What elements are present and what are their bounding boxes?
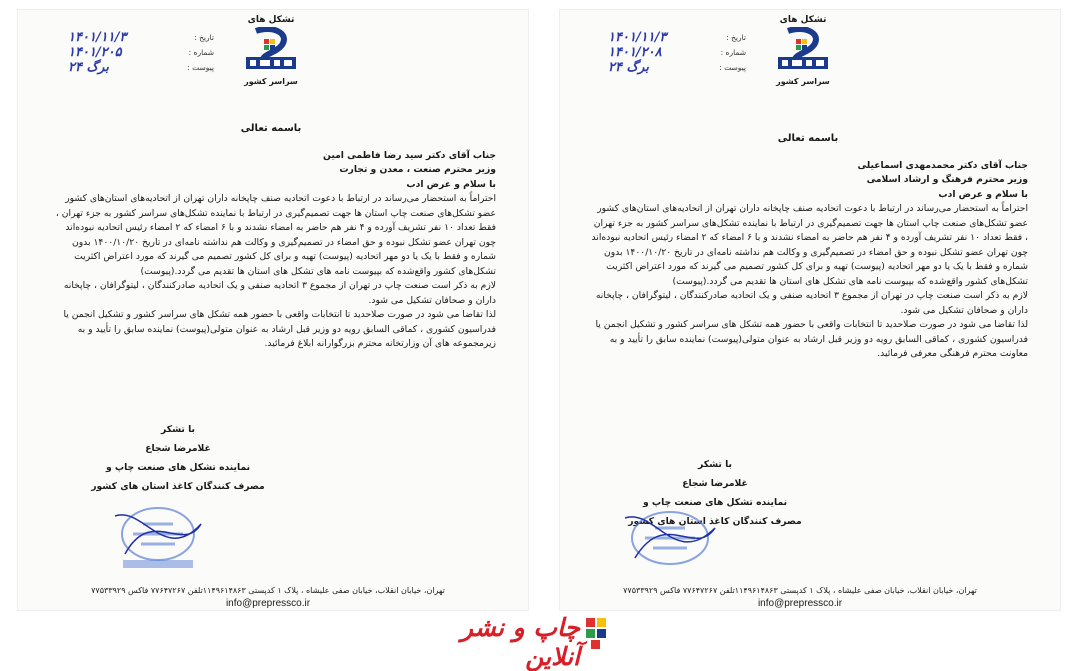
greeting: با سلام و عرض ادب [938, 188, 1028, 200]
closing: با تشکر [698, 459, 732, 470]
signer-name: غلامرضا شجاع [682, 478, 748, 489]
paragraph-1: احتراماً به استحضار می‌رساند در ارتباط با دعوت اتحادیه صنف چاپخانه داران تهران از اتحادیه‌های استان‌های کشور عضو تشکل‌های صنعت چاپ استان ها جهت تصمیم‌گیری در ارتباط با نماینده تشکل‌های سراسر کشور به جزء تهران ، فقط تعداد ۱۰ نفر تشریف آورده و ۴ نفر هم حاضر به امضاء نشدند و با ۶ امضاء که ۲ امضاء رئیس اتحادیه نبوده‌اند چون تهران عضو تشکل نبوده و حق امضاء در تصمیم‌گیری و وکالت هم نداشته نامه‌ای در تاریخ ۱۴۰۰/۱۰/۲۰ بدون شماره و فقط با یک یا دو مهر اتحادیه (پیوست) تهیه و برای کل کشور تصمیم می گیرند که مورد اعتراض اکثریت تشکل‌های کشور واقع‌شده که بپیوست نامه های تشکل های استان ها تقدیم می گردد.(پیوست) [55, 193, 496, 277]
letter-body [46, 122, 496, 352]
paragraph-3: لذا تقاضا می شود در صورت صلاحدید تا انتخابات واقعی با حضور همه تشکل های سراسر کشور و تشکیل انجمن یا فدراسیون کشوری ، کماقی السابق رویه دو وزیر قبل ارشاد به عنوان متولی(پیوست) نماینده سابق را تأیید و به زیرمجموعه های آن وزارتخانه محترم بزرگوارانه ابلاغ فرمائید. [63, 309, 496, 349]
number-label: شماره : [188, 48, 214, 57]
footer-email: info@prepressco.ir [225, 598, 311, 609]
watermark-text: چاپ و نشر آنلاین [460, 613, 580, 671]
logo-sub-text: سراسر کشور [244, 77, 298, 86]
stamp-signature-icon [103, 498, 213, 580]
signer-title-2: مصرف کنندگان کاغذ استان های کشور [628, 516, 802, 527]
basmala: باسمه تعالی [777, 133, 839, 144]
handwritten-date: ۱۴۰۱/۱۱/۳ [608, 30, 667, 45]
recipient-title: وزیر محترم صنعت ، معدن و تجارت [339, 164, 496, 175]
logo-top-text: تشکل های [779, 15, 827, 25]
letter-footer [600, 584, 1000, 610]
footer-address: تهران، خیابان انقلاب، خیابان صفی علیشاه ، پلاک ۱ کدپستی ۱۱۴۹۶۱۴۸۶۳تلفن ۷۷۶۴۷۲۶۷ فاکس ۷۷۵۳۳۹۲۹ [91, 586, 445, 595]
number-label: شماره : [720, 48, 746, 57]
handwritten-meta [68, 30, 148, 75]
paragraph-1: احتراماً به استحضار می‌رساند در ارتباط با دعوت اتحادیه صنف چاپخانه داران تهران از اتحادیه‌های استان‌های کشور عضو تشکل‌های صنعت چاپ استان ها جهت تصمیم‌گیری در ارتباط با نماینده تشکل‌های سراسر کشور به جزء تهران ، فقط تعداد ۱۰ نفر تشریف آورده و ۴ نفر هم حاضر به امضاء نشدند و با ۶ امضاء که ۲ امضاء رئیس اتحادیه نبوده‌اند چون تهران عضو تشکل نبوده و حق امضاء در تصمیم‌گیری و وکالت هم نداشته نامه‌ای در تاریخ ۱۴۰۰/۱۰/۲۰ بدون شماره و فقط با یک یا دو مهر اتحادیه (پیوست) تهیه و برای کل کشور تصمیم می گیرند که مورد اعتراض اکثریت تشکل‌های کشور واقع‌شده که بپیوست نامه های تشکل های استان ها تقدیم می گردد.(پیوست) [591, 203, 1028, 287]
letter-body [588, 132, 1028, 362]
paragraph-2: لازم به ذکر است صنعت چاپ در تهران از مجموع ۳ اتحادیه صنفی و یک اتحادیه صادرکنندگان ، لیتوگرافان ، چاپخانه داران و صحافان تشکیل می شود. [595, 290, 1028, 316]
publisher-watermark [458, 610, 608, 671]
basmala: باسمه تعالی [240, 123, 302, 134]
recipient-title: وزیر محترم فرهنگ و ارشاد اسلامی [866, 174, 1028, 185]
letter-to-industry-minister [18, 10, 528, 610]
attachment-label: پیوست : [719, 63, 746, 72]
logo-sub-text: سراسر کشور [776, 77, 830, 86]
logo-top-text: تشکل های [247, 15, 295, 25]
signer-title-1: نماینده تشکل های صنعت چاپ و [105, 462, 251, 473]
closing: با تشکر [161, 424, 195, 435]
organization-logo [758, 15, 848, 86]
signer-name: غلامرضا شجاع [145, 443, 211, 454]
paragraph-3: لذا تقاضا می شود در صورت صلاحدید تا انتخابات واقعی با حضور همه تشکل های سراسر کشور و تشکیل انجمن یا فدراسیون کشوری ، کماقی السابق رویه دو وزیر قبل ارشاد به عنوان متولی(پیوست) نماینده سابق را تأیید و به معاونت محترم فرهنگی معرفی فرمائید. [595, 319, 1028, 359]
handwritten-number: ۱۴۰۱/۲۰۸ [608, 45, 662, 60]
organization-logo [226, 15, 316, 86]
footer-address: تهران، خیابان انقلاب، خیابان صفی علیشاه ، پلاک ۱ کدپستی ۱۱۴۹۶۱۴۸۶۳تلفن ۷۷۶۴۷۲۶۷ فاکس ۷۷۵۳۳۹۲۹ [623, 586, 977, 595]
letter-to-culture-minister [560, 10, 1060, 610]
handwritten-attachment: ۲۴ برگ [608, 60, 649, 75]
signer-title-1: نماینده تشکل های صنعت چاپ و [642, 497, 788, 508]
handwritten-date: ۱۴۰۱/۱۱/۳ [68, 30, 127, 45]
handwritten-meta [608, 30, 688, 75]
logo-emblem-icon [774, 27, 832, 71]
paragraph-2: لازم به ذکر است صنعت چاپ در تهران از مجموع ۳ اتحادیه صنفی و یک اتحادیه صادرکنندگان ، لیتوگرافان ، چاپخانه داران و صحافان تشکیل می شود. [63, 280, 496, 306]
greeting: با سلام و عرض ادب [406, 178, 496, 190]
recipient-name: جناب آقای دکتر محمدمهدی اسماعیلی [857, 159, 1028, 171]
watermark-logo-icon [584, 616, 608, 650]
handwritten-attachment: ۲۴ برگ [68, 60, 109, 75]
attachment-label: پیوست : [187, 63, 214, 72]
footer-email: info@prepressco.ir [757, 598, 843, 609]
signature-block [78, 420, 278, 496]
recipient-name: جناب آقای دکتر سید رضا فاطمی امین [323, 149, 496, 161]
letter-footer [68, 584, 468, 610]
date-label: تاریخ : [726, 33, 746, 42]
logo-emblem-icon [242, 27, 300, 71]
stamp-signature-icon [615, 498, 725, 578]
date-label: تاریخ : [194, 33, 214, 42]
handwritten-number: ۱۴۰۱/۲۰۵ [68, 45, 122, 60]
signer-title-2: مصرف کنندگان کاغذ استان های کشور [91, 481, 265, 492]
